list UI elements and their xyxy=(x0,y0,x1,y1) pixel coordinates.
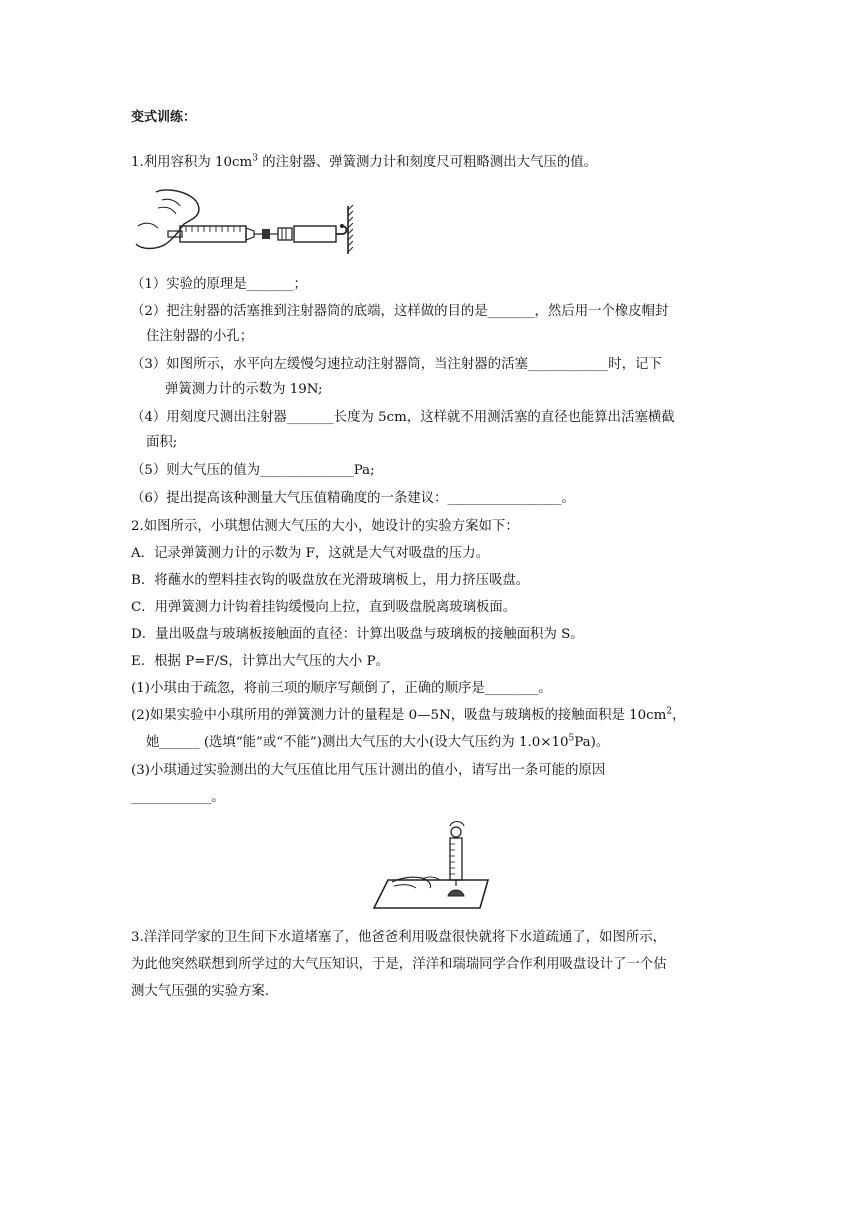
q3-line-3: 测大气压强的实验方案. xyxy=(131,984,270,999)
q2-part-2-cont xyxy=(146,733,609,753)
q2-part-3: (3)小琪通过实验测出的大气压值比用气压计测出的值小，请写出一条可能的原因 xyxy=(131,763,606,778)
q2-option-a: A．记录弹簧测力计的示数为 F，这就是大气对吸盘的压力。 xyxy=(131,546,489,561)
q2-part-2-cont-superscript: 5 xyxy=(568,733,575,744)
q2-part-2-text: (2)如果实验中小琪所用的弹簧测力计的量程是 0—5N，吸盘与玻璃板的接触面积是 10cm xyxy=(131,708,667,723)
q2-intro: 2.如图所示，小琪想估测大气压的大小，她设计的实验方案如下： xyxy=(131,519,519,534)
q2-part-2-end: ， xyxy=(672,708,686,723)
q2-option-c: C．用弹簧测力计钩着挂钩缓慢向上拉，直到吸盘脱离玻璃板面。 xyxy=(131,600,517,615)
q1-step-6: （6）提出提高该种测量大气压值精确度的一条建议：_________________。 xyxy=(131,491,575,506)
q1-step-3-cont: 弹簧测力计的示数为 19N; xyxy=(165,382,323,397)
q3-line-1: 3.洋洋同学家的卫生间下水道堵塞了，他爸爸利用吸盘很快就将下水道疏通了，如图所示， xyxy=(131,930,667,945)
q2-option-d: D．量出吸盘与玻璃板接触面的直径：计算出吸盘与玻璃板的接触面积为 S。 xyxy=(131,627,584,642)
q3-line-2: 为此他突然联想到所学过的大气压知识，于是，洋洋和瑞瑞同学合作利用吸盘设计了一个估 xyxy=(131,957,667,972)
q2-option-b: B．将蘸水的塑料挂衣钩的吸盘放在光滑玻璃板上，用力挤压吸盘。 xyxy=(131,573,530,588)
q2-option-e: E．根据 P=F/S，计算出大气压的大小 P。 xyxy=(131,654,389,669)
q1-step-4-cont: 面积; xyxy=(146,435,178,450)
section-title: 变式训练： xyxy=(131,110,197,125)
q1-intro xyxy=(131,153,597,173)
q1-intro-text-end: 的注射器、弹簧测力计和刻度尺可粗略测出大气压的值。 xyxy=(257,155,597,170)
q2-part-1: (1)小琪由于疏忽，将前三项的顺序写颠倒了，正确的顺序是________。 xyxy=(131,681,552,696)
q2-part-2-cont-end: Pa)。 xyxy=(574,735,610,750)
q2-part-2 xyxy=(131,706,686,726)
syringe-figure xyxy=(128,186,353,258)
q1-step-2-cont: 住注射器的小孔； xyxy=(146,329,254,344)
q1-step-1: （1）实验的原理是_______； xyxy=(131,277,307,292)
q1-step-4: （4）用刻度尺测出注射器_______长度为 5cm，这样就不用测活塞的直径也能算出活塞横截 xyxy=(131,410,675,425)
q1-step-5: （5）则大气压的值为______________Pa; xyxy=(131,463,375,478)
q1-intro-superscript: 3 xyxy=(252,153,258,164)
q2-part-3-cont: ____________。 xyxy=(131,790,225,805)
q1-step-3: （3）如图所示，水平向左缓慢匀速拉动注射器筒，当注射器的活塞____________时，记下 xyxy=(131,357,662,372)
q1-step-2: （2）把注射器的活塞推到注射器筒的底端，这样做的目的是_______，然后用一个橡皮帽封 xyxy=(131,304,669,319)
q1-intro-text: 1.利用容积为 10cm xyxy=(131,155,253,170)
q2-part-2-superscript: 2 xyxy=(666,706,673,717)
suction-cup-figure xyxy=(370,820,492,912)
q2-part-2-cont-text: 她______ (选填“能”或“不能”)测出大气压的大小(设大气压约为 1.0×10 xyxy=(146,735,569,750)
